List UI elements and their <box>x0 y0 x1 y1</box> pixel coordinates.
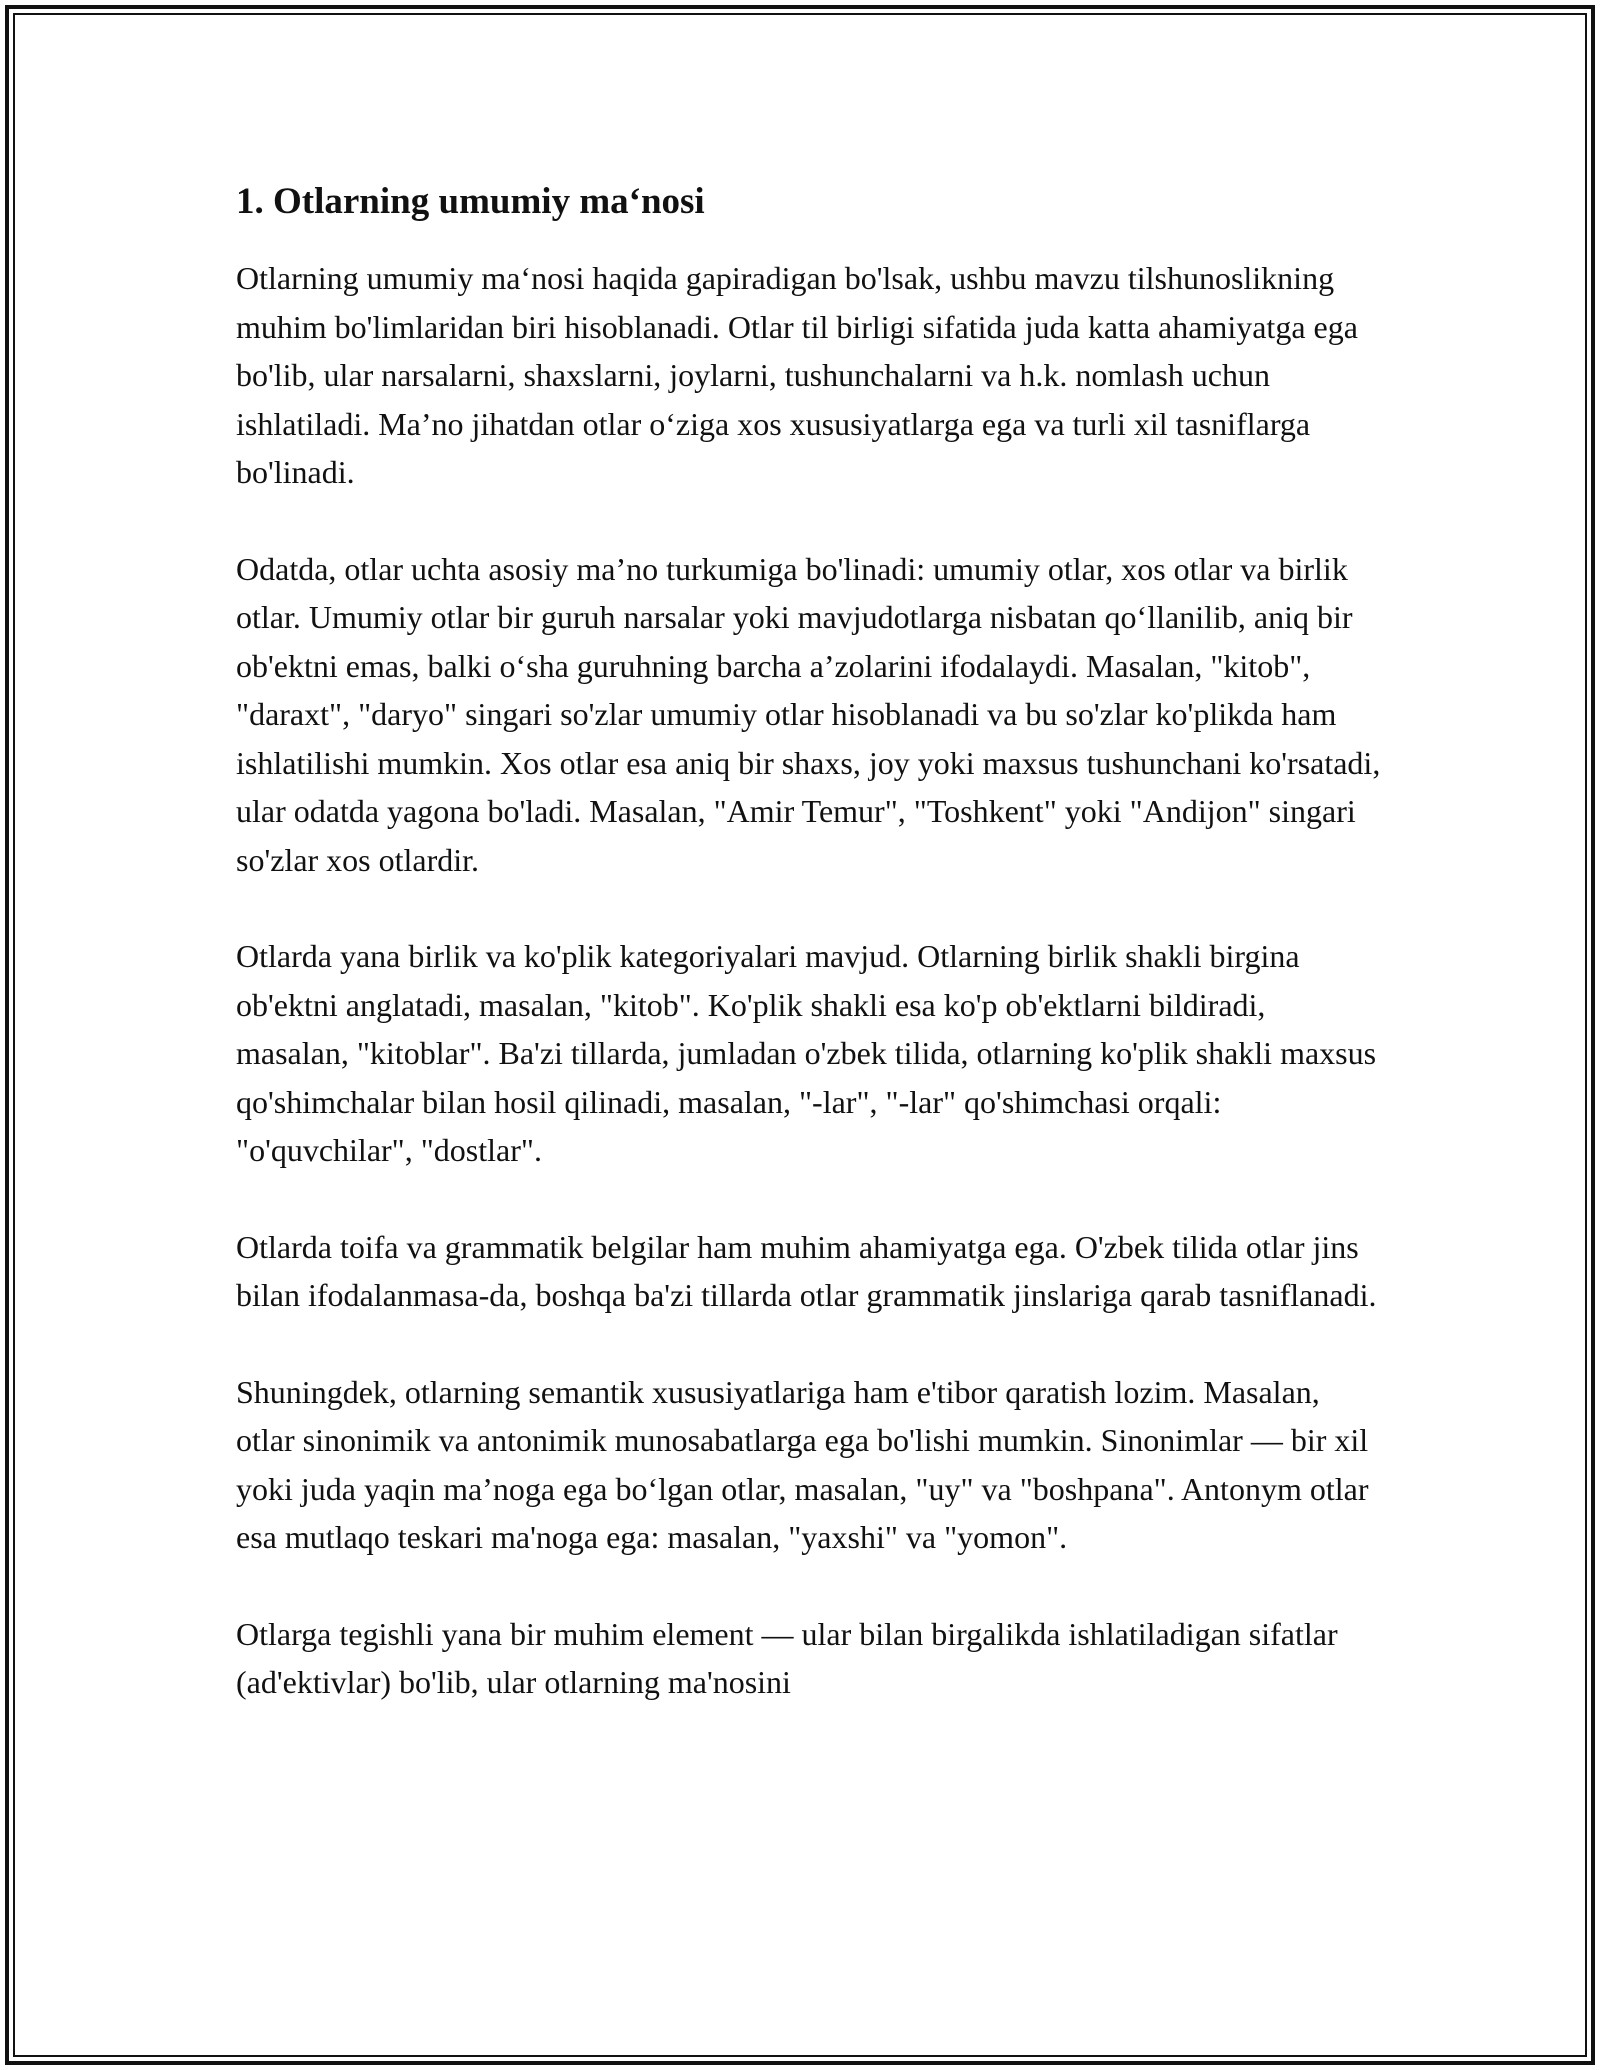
paragraph-general-meaning: Otlarning umumiy ma‘nosi haqida gapiradigan bo'lsak, ushbu mavzu tilshunoslikning muhim bo'limlaridan biri hisoblanadi. Otlar til birligi sifatida juda katta ahamiyatga ega bo'lib, ular narsalarni, shaxslarni, joylarni, tushunchalarni va h.k. nomlash uchun ishlatiladi. Ma’no jihatdan otlar o‘ziga xos xususiyatlarga ega va turli xil tasniflarga bo'linadi. <box>236 260 1358 491</box>
paragraph-noun-types: Odatda, otlar uchta asosiy ma’no turkumiga bo'linadi: umumiy otlar, xos otlar va birlik otlar. Umumiy otlar bir guruh narsalar yoki mavjudotlarga nisbatan qo‘llanilib, aniq bir ob'ektni emas, balki o‘sha guruhning barcha a’zolarini ifodalaydi. Masalan, "kitob", "daraxt", "daryo" singari so'zlar umumiy otlar hisoblanadi va bu so'zlar ko'plikda ham ishlatilishi mumkin. Xos otlar esa aniq bir shaxs, joy yoki maxsus tushunchani ko'rsatadi, ular odatda yagona bo'ladi. Masalan, "Amir Temur", "Toshkent" yoki "Andijon" singari so'zlar xos otlardir. <box>236 550 1381 878</box>
section-title: 1. Otlarning umumiy ma‘nosi <box>236 181 705 222</box>
paragraph-adjectives: Otlarga tegishli yana bir muhim element — ular bilan birgalikda ishlatiladigan sifatlar (ad'ektivlar) bo'lib, ular otlarning ma'nosini <box>236 1615 1338 1701</box>
document-body <box>236 180 1386 1755</box>
paragraph-grammatical-features: Otlarda toifa va grammatik belgilar ham muhim ahamiyatga ega. O'zbek tilida otlar jins bilan ifodalanmasa-da, boshqa ba'zi tillarda otlar grammatik jinslariga qarab tasniflanadi. <box>236 1228 1377 1314</box>
paragraph-semantic-features: Shuningdek, otlarning semantik xususiyatlariga ham e'tibor qaratish lozim. Masalan, otlar sinonimik va antonimik munosabatlarga ega bo'lishi mumkin. Sinonimlar — bir xil yoki juda yaqin ma’noga ega bo‘lgan otlar, masalan, "uy" va "boshpana". Antonym otlar esa mutlaqo teskari ma'noga ega: masalan, "yaxshi" va "yomon". <box>236 1373 1369 1556</box>
paragraph-singular-plural: Otlarda yana birlik va ko'plik kategoriyalari mavjud. Otlarning birlik shakli birgina ob'ektni anglatadi, masalan, "kitob". Ko'plik shakli esa ko'p ob'ektlarni bildiradi, masalan, "kitoblar". Ba'zi tillarda, jumladan o'zbek tilida, otlarning ko'plik shakli maxsus qo'shimchalar bilan hosil qilinadi, masalan, "-lar", "-lar" qo'shimchasi orqali: "o'quvchilar", "dostlar". <box>236 938 1377 1169</box>
